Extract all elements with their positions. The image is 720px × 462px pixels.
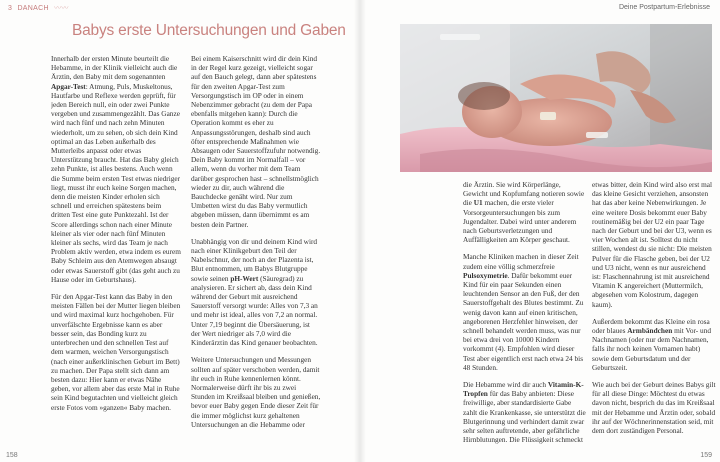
text-run: Außerdem bekommt das Kleine ein rosa oder blaues — [592, 316, 710, 336]
newborn-photo-illustration — [400, 24, 712, 172]
bold-term: U1 — [473, 198, 483, 208]
bold-term: Armbändchen — [627, 326, 673, 336]
paragraph — [191, 54, 321, 229]
text-run: Wie auch bei der Geburt deines Babys gilt für all diese Dinge: Möchtest du etwas davon nicht, besprich du das im Kreißsaal mit der Hebamme und Ärztin oder, sobald ihr auf der Wöchnerinnenstation seid, mit dem dort zuständigen Personal. — [592, 380, 716, 436]
chapter-label: DANACH — [17, 5, 49, 12]
paragraph — [592, 317, 716, 372]
text-run: Innerhalb der ersten Minute beurteilt die Hebamme, in der Klinik vielleicht auch die Ärztin, den Baby mit dem sogenannten — [51, 54, 178, 82]
paragraph — [592, 180, 716, 309]
page-number-left: 158 — [6, 452, 18, 459]
paragraph — [51, 292, 181, 412]
text-run: die Ärztin. Sie wird Körperlänge, Gewicht und Kopfumfang notieren sowie die — [463, 180, 585, 208]
newborn-photo-icon — [400, 24, 712, 172]
running-header-right: Deine Postpartum-Erlebnisse — [618, 4, 710, 11]
text-column-3 — [463, 180, 587, 452]
paragraph — [51, 54, 181, 284]
text-run: Weitere Untersuchungen und Messungen sollten auf später verschoben werden, damit ihr euch in Ruhe kennenlernen könnt. Normalerweise dürft ihr bis zu zwei Stunden im Kreißsaal bleiben und genießen, bevor euer Baby gegen Ende dieser Zeit für die immer möglichst kurz gehaltenen Untersuchungen an die Hebamme oder — [191, 355, 321, 429]
paragraph — [191, 237, 321, 347]
text-column-4 — [592, 180, 716, 452]
paragraph — [463, 380, 587, 444]
wave-ornament-icon: 〰〰 — [54, 5, 69, 12]
text-run: (Säuregrad) zu analysieren. Er sichert ab, dass dein Kind während der Geburt mit ausreichend Sauerstoff versorgt wurde: Alles von 7,3 an und mehr ist ideal, alles von 7,2 an normal. Unter 7,19 beginnt die Übersäuerung, ist der Wert niedriger als 7,0 wird die Kinderärztin das Kind genauer beobachten. — [191, 273, 318, 348]
bold-term: Vitamin-K-Tropfen — [463, 380, 584, 399]
paragraph — [463, 180, 587, 244]
text-column-1 — [51, 54, 181, 444]
text-run: . Dafür bekommt euer Kind für ein paar Sekunden einen leuchtenden Sensor an den Fuß, der den Sauerstoffgehalt des Blutes bestimmt. Zu wenig davon kann auf einen kritischen, angeborenen Herzfehler hinweisen, der schnell behandelt werden muss, was nur bei etwa drei von 10000 Kindern vorkommt (4). Empfohlen wird dieser Test aber eigentlich erst nach etwa 24 bis 48 Stunden. — [463, 270, 584, 372]
text-run: Bei einem Kaiserschnitt wird dir dein Kind in der Regel kurz gezeigt, vielleicht sogar auf den Bauch gelegt, dann aber spätestens für den zweiten Apgar-Test zum Versorgungstisch im OP oder in einem Nebenzimmer gebracht (zu dem der Papa ebenfalls mitgehen kann): Durch die Operation kommt es eher zu Anpassungsstörungen, deshalb sind auch öfter entsprechende Maßnahmen wie Absaugen oder Sauerstoffzufuhr notwendig. Dein Baby kommt im Normalfall – vor allem, wenn du vorher mit dem Team darüber gesprochen hast – schnellstmöglich wieder zu dir, auch während die Bauchdecke genäht wird. Nur zum Umbetten wirst du das Baby vermutlich abgeben müssen, dann übernimmt es am besten dein Partner. — [191, 54, 321, 229]
paragraph — [463, 252, 587, 372]
text-run: Die Hebamme wird dir auch — [463, 380, 548, 390]
paragraph — [191, 355, 321, 429]
text-run: Für den Apgar-Test kann das Baby in den meisten Fällen bei der Mutter liegen bleiben und wird maximal kurz hochgehoben. Für unverfälschte Ergebnisse kann es aber besser sein, das Bonding kurz zu unterbrechen und den schnellen Test auf dem warmen, weichen Versorgungstisch (nach einer außerklinischen Geburt im Bett) zu machen. Der Papa stellt sich dann am besten dazu: Hier kann er etwas Nähe geben, vor allem aber das erste Mal in Ruhe sein Kind begutachten und vielleicht gleich erste Fotos vom »ganzen« Baby machen. — [51, 292, 181, 412]
chapter-number: 3 — [8, 5, 13, 12]
paragraph — [592, 380, 716, 435]
text-run: machen, die erste vieler Vorsorgeuntersuchungen bis zum Jugendalter. Dabei wird unter anderem nach Geburtsverletzungen und Auffälligkeiten am Körper geschaut. — [463, 198, 577, 245]
bold-term: pH-Wert — [230, 273, 259, 283]
bold-term: Pulsoxymetrie — [463, 270, 508, 280]
text-run: : Atmung, Puls, Muskeltonus, Hautfarbe und Reflexe werden geprüft, für jeden Bereich null, ein oder zwei Punkte vergeben und zusammengezählt. Das Ganze wird nach fünf und nach zehn Minuten wiederholt, um zu sehen, ob sich dein Kind optimal an das Leben außerhalb des Mutterleibs anpasst oder etwas Unterstützung braucht. Hat das Baby gleich zehn Punkte, ist alles bestens. Auch wenn die Summe beim ersten Test etwas niedriger liegt, musst ihr euch keine Sorgen machen, denn die meisten Kinder erholen sich schnell und erreichen spätestens beim dritten Test eine gute Punktezahl. Ist der Score allerdings schon nach einer Minute kleiner als vier oder nach fünf Minuten kleiner als sechs, wird das Team je nach Problem aktiv werden, etwa indem es eurem Baby Schleim aus den Atemwegen absaugt oder etwas Sauerstoff gibt (das geht auch zu Hause oder im Geburtshaus). — [51, 81, 181, 284]
text-run: mit Vor- und Nachnamen (oder nur dem Nachnamen, falls ihr noch keinen Vornamen habt) sowie dem Geburtsdatum und der Geburtszeit. — [592, 326, 711, 372]
text-column-2 — [191, 54, 321, 444]
text-run: Unabhängig von dir und deinem Kind wird nach einer Klinikgeburt den Teil der Nabelschnur, der noch an der Plazenta ist, Blut entnommen, um Babys Blutgruppe sowie seinen — [191, 236, 318, 283]
page-title: Babys erste Untersuchungen und Gaben — [72, 22, 346, 39]
running-header-left — [8, 3, 69, 13]
page-number-right: 159 — [700, 452, 712, 459]
text-run: für das Baby anbieten: Diese freiwillige, aber standardisierte Gabe zahlt die Krankenkasse, sie unterstützt die Blutgerinnung und verhindert damit zwar sehr selten auftretende, aber gefährliche Hirnblutungen. Die Flüssigkeit schmeckt — [463, 389, 586, 445]
book-gutter — [354, 0, 366, 462]
text-run: etwas bitter, dein Kind wird also erst mal das kleine Gesicht verziehen, ansonsten hat das aber keine Nebenwirkungen. Je eine weitere Dosis bekommt euer Baby routinemäßig bei der U2 ein paar Tage nach der Geburt und bei der U3, wenn es vier Wochen alt ist. Solltest du nicht stillen, wendest du sie nicht: Die meisten Pulver für die Flasche geben, bei der U2 und U3 nicht, wenn es nur ausreichend ist: Flaschennahrung ist mit ausreichend Vitamin K angereichert (Muttermilch, abgesehen vom Kolostrum, dagegen kaum). — [592, 180, 713, 309]
text-run: Manche Kliniken machen in dieser Zeit zudem eine völlig schmerzfreie — [463, 252, 579, 271]
bold-term: Apgar-Test — [51, 81, 86, 91]
